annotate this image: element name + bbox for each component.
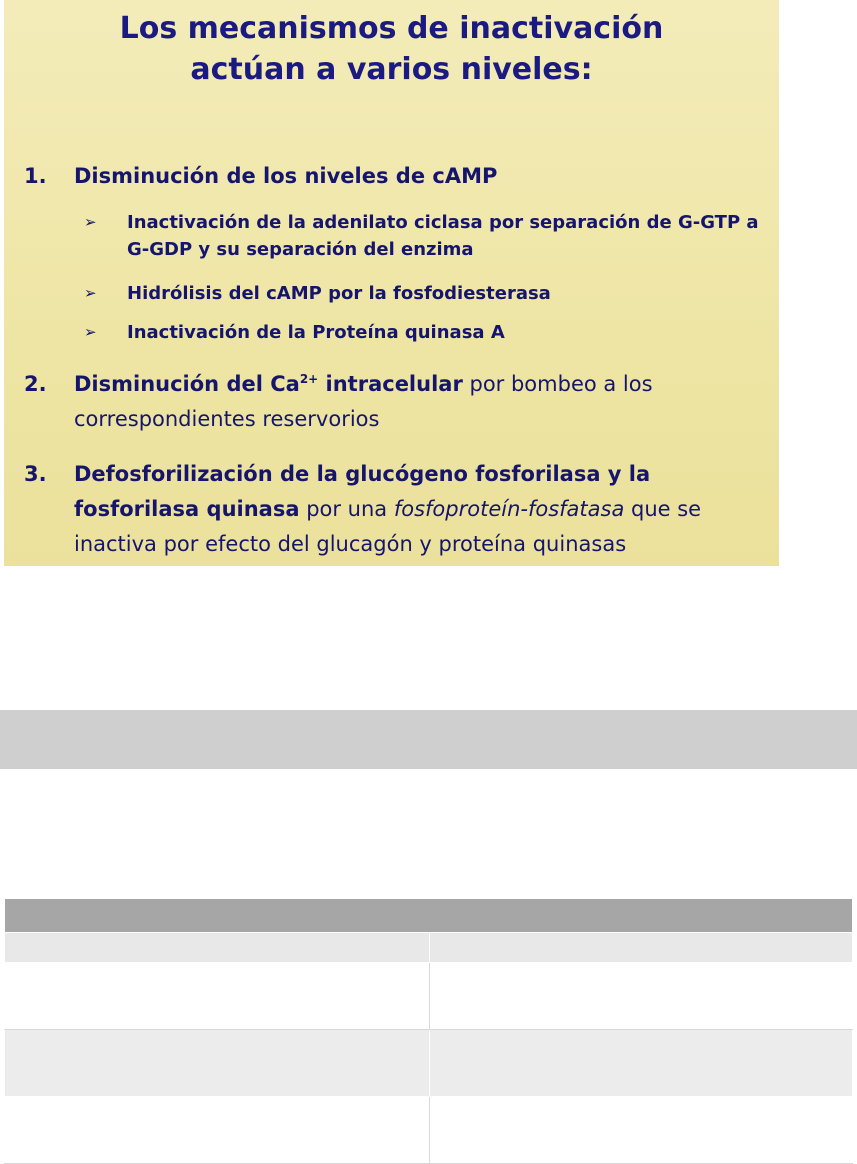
table-header-cell (5, 899, 853, 933)
table-row (5, 1030, 853, 1097)
sub-item-text: Inactivación de la adenilato ciclasa por separación de G-GTP a G-GDP y su separación del enzima (127, 212, 759, 260)
empty-table (4, 898, 853, 1164)
table-cell (5, 933, 430, 963)
table-cell (430, 963, 853, 1030)
list-item-number: 1. (24, 164, 47, 188)
table-row (5, 1097, 853, 1164)
table-cell (5, 1097, 430, 1164)
table-cell (430, 933, 853, 963)
superscript-charge: 2+ (299, 372, 319, 386)
list-item-text: Disminución de los niveles de cAMP (74, 164, 498, 188)
list-item-2 (24, 367, 774, 437)
list-item-1 (24, 159, 774, 194)
slide-image (4, 0, 779, 566)
sub-item-text: Hidrólisis del cAMP por la fosfodiesterasa (127, 283, 551, 304)
item-text-part: que se inactiva por efecto del glucagón y proteína quinasas (74, 497, 702, 556)
list-item-3 (24, 457, 774, 562)
item-text-part: por bombeo a los correspondientes reservorios (74, 372, 653, 431)
arrow-bullet-icon: ➢ (84, 284, 97, 302)
sub-item-2 (84, 280, 774, 307)
table-row (5, 933, 853, 963)
table-cell (430, 1097, 853, 1164)
sub-item-3 (84, 319, 774, 346)
sub-item-1 (84, 209, 774, 263)
list-item-number: 2. (24, 372, 47, 396)
item-text-italic: fosfoproteín-fosfatasa (393, 497, 625, 521)
list-item-number: 3. (24, 462, 47, 486)
arrow-bullet-icon: ➢ (84, 323, 97, 341)
table-header-row (5, 899, 853, 933)
item-text-part: Disminución del Ca (74, 372, 300, 396)
slide-title-line-1: Los mecanismos de inactivación (119, 11, 664, 46)
table-cell (5, 1030, 430, 1097)
list-item-text (74, 367, 774, 437)
slide-title-line-2: actúan a varios niveles: (190, 52, 593, 87)
gray-band (0, 710, 857, 769)
sub-item-text: Inactivación de la Proteína quinasa A (127, 322, 505, 343)
table-row (5, 963, 853, 1030)
item-text-part: intracelular (318, 372, 463, 396)
list-item-text (74, 457, 774, 562)
table-cell (430, 1030, 853, 1097)
item-text-part: por una (299, 497, 394, 521)
table-cell (5, 963, 430, 1030)
arrow-bullet-icon: ➢ (84, 213, 97, 231)
slide-title (4, 8, 779, 90)
item-text-part: Defosforilización de la glucógeno fosforilasa y la fosforilasa quinasa (74, 462, 651, 521)
